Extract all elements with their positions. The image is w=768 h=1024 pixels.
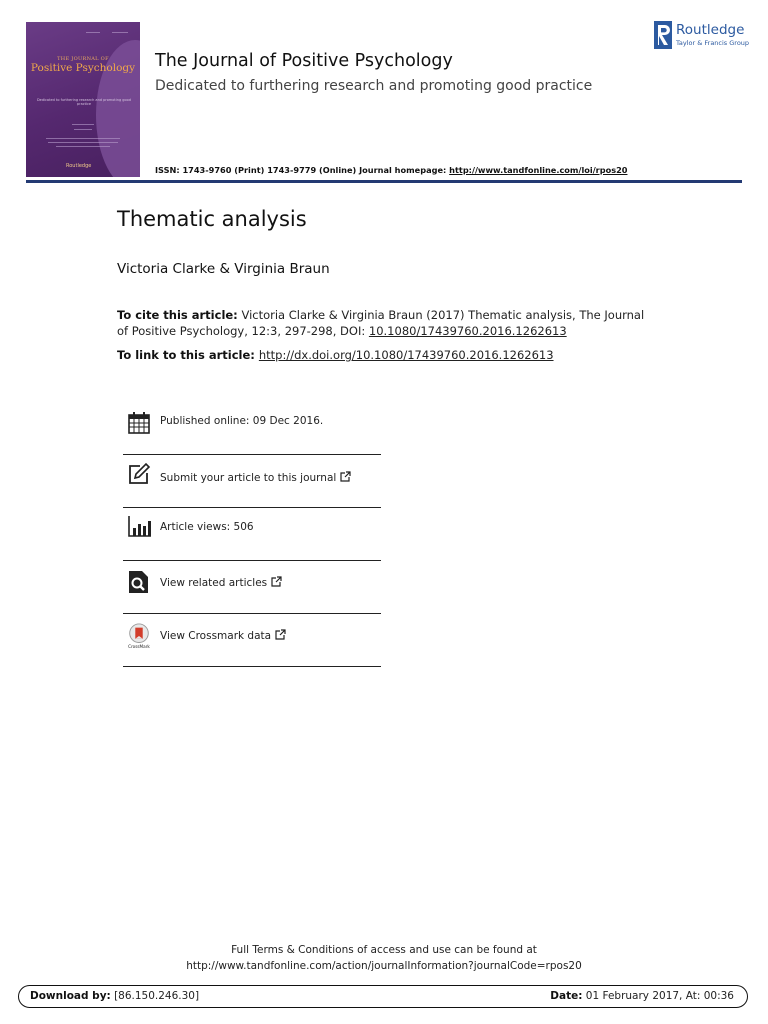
journal-title: The Journal of Positive Psychology — [155, 51, 453, 71]
article-views: Article views: 506 — [160, 521, 254, 533]
crossmark-label: View Crossmark data — [160, 630, 272, 642]
cover-publisher-logo: Routledge — [66, 163, 92, 169]
download-date — [550, 990, 734, 1002]
submit-article-row[interactable] — [123, 455, 381, 508]
article-views-row — [123, 508, 381, 561]
cover-title: Positive Psychology — [30, 62, 136, 74]
doi-link[interactable]: 10.1080/17439760.2016.1262613 — [368, 324, 567, 338]
published-date: Published online: 09 Dec 2016. — [160, 415, 324, 427]
terms-line: Full Terms & Conditions of access and use can be found at — [231, 944, 537, 956]
related-articles-row[interactable] — [123, 561, 381, 614]
crossmark-caption: CrossMark — [128, 644, 150, 649]
download-by — [30, 990, 199, 1002]
crossmark-link[interactable] — [160, 629, 286, 642]
issn-line — [155, 165, 627, 175]
edit-icon — [126, 461, 152, 487]
related-articles-label: View related articles — [160, 577, 268, 589]
external-link-icon — [271, 576, 282, 587]
header-divider — [26, 180, 742, 183]
issn-text: ISSN: 1743-9760 (Print) 1743-9779 (Online) Journal homepage: — [155, 165, 450, 175]
download-label: Download by: — [30, 990, 111, 1002]
article-title: Thematic analysis — [117, 207, 307, 231]
download-ip: [86.150.246.30] — [110, 990, 200, 1002]
cover-title-small: THE JOURNAL OF — [57, 56, 109, 62]
article-authors: Victoria Clarke & Virginia Braun — [117, 261, 330, 277]
submit-article-label: Submit your article to this journal — [160, 472, 337, 484]
terms-url-link[interactable]: http://www.tandfonline.com/action/journalInformation?journalCode=rpos20 — [186, 960, 582, 972]
calendar-icon — [126, 410, 152, 436]
cite-label: To cite this article: — [117, 308, 238, 322]
journal-cover-image — [26, 22, 140, 177]
publisher-name: Routledge — [676, 22, 745, 38]
terms-notice — [0, 942, 768, 974]
submit-article-link[interactable] — [160, 471, 351, 484]
date-value: 01 February 2017, At: 00:36 — [582, 990, 734, 1002]
cite-text: Victoria Clarke & Virginia Braun (2017) Thematic analysis, The Journal of Positive Psychology, 12:3, 297-298, DOI: — [117, 308, 645, 338]
journal-subtitle: Dedicated to furthering research and promoting good practice — [155, 78, 593, 94]
citation-block — [117, 307, 657, 339]
publisher-group: Taylor & Francis Group — [676, 39, 750, 47]
bar-chart-icon — [126, 513, 152, 539]
external-link-icon — [275, 629, 286, 640]
published-row — [123, 402, 381, 455]
date-label: Date: — [550, 990, 583, 1002]
crossmark-row[interactable] — [123, 614, 381, 667]
external-link-icon — [340, 471, 351, 482]
routledge-logo-icon — [654, 21, 672, 49]
cover-tagline: Dedicated to furthering research and promoting good practice — [36, 98, 132, 106]
related-articles-link[interactable] — [160, 576, 282, 589]
journal-homepage-link[interactable]: http://www.tandfonline.com/loi/rpos20 — [449, 165, 628, 175]
doi-url-link[interactable]: http://dx.doi.org/10.1080/17439760.2016.1262613 — [258, 348, 554, 362]
search-document-icon — [126, 569, 152, 595]
crossmark-icon — [126, 623, 152, 649]
divider — [123, 666, 381, 667]
link-label: To link to this article: — [117, 348, 259, 362]
link-block — [117, 347, 657, 363]
